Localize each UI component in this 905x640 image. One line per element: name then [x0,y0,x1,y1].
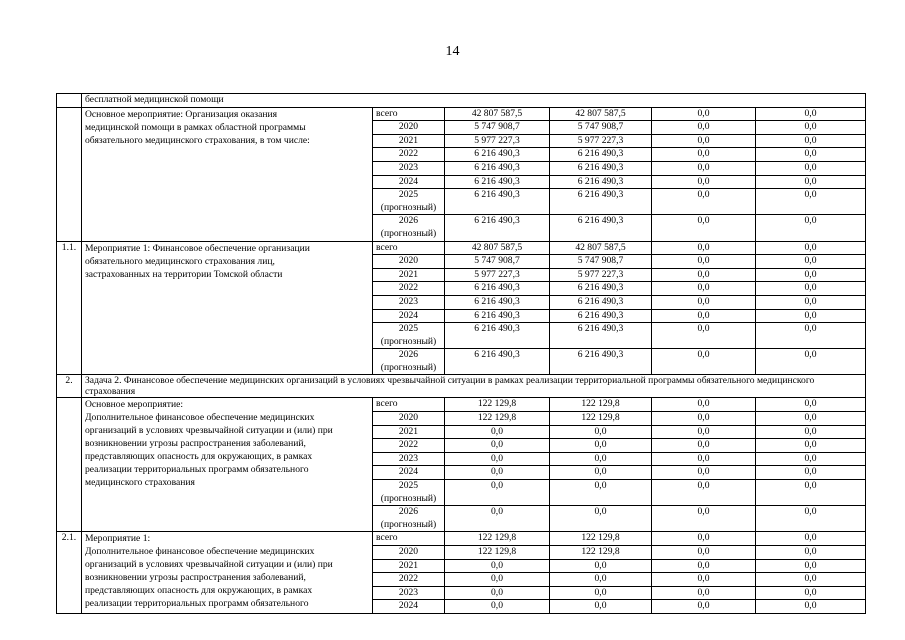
year-cell [373,309,445,323]
amount-total: 0,0 [445,506,550,532]
amount-total: 0,0 [445,466,550,480]
amount-a: 5 977 227,3 [550,268,652,282]
amount-c: 0,0 [756,532,866,546]
description-line: застрахованных на территории Томской области [85,268,283,280]
amount-b: 0,0 [652,148,756,162]
year-label: 2021 [398,134,419,146]
description-line: реализации территориальных программ обязательного [85,464,309,476]
year-label: 2022 [398,282,419,294]
amount-total: 0,0 [445,439,550,453]
year-label: 2020 [398,255,419,267]
amount-a: 122 129,8 [550,398,652,412]
amount-total: 42 807 587,5 [445,241,550,255]
amount-a: 6 216 490,3 [550,282,652,296]
amount-b: 0,0 [652,532,756,546]
amount-total: 6 216 490,3 [445,349,550,375]
year-label: 2020 [398,546,419,557]
year-cell [373,295,445,309]
amount-b: 0,0 [652,121,756,135]
table-row [57,241,866,255]
amount-b: 0,0 [652,559,756,573]
budget-table-body [57,94,866,614]
year-cell [373,189,445,215]
amount-total: 5 747 908,7 [445,255,550,269]
year-cell [373,148,445,162]
year-label: 2024 [398,309,419,321]
year-label: 2023 [398,452,419,464]
amount-b: 0,0 [652,425,756,439]
amount-a: 6 216 490,3 [550,323,652,349]
amount-c: 0,0 [756,148,866,162]
year-cell [373,586,445,600]
amount-a: 0,0 [550,559,652,573]
year-cell [373,452,445,466]
amount-total: 122 129,8 [445,398,550,412]
continuation-text: бесплатной медицинской помощи [82,94,866,108]
year-cell [373,425,445,439]
year-note: (прогнозный) [380,335,437,347]
amount-c: 0,0 [756,121,866,135]
year-cell [373,480,445,506]
amount-b: 0,0 [652,546,756,560]
amount-a: 0,0 [550,452,652,466]
description-line: представляющих опасность для окружающих, в рамках [85,585,313,597]
description-line: организаций в условиях чрезвычайной ситуации и (или) при [85,425,333,437]
amount-a: 6 216 490,3 [550,215,652,241]
amount-total: 0,0 [445,573,550,587]
amount-total: 5 977 227,3 [445,268,550,282]
amount-a: 5 977 227,3 [550,134,652,148]
amount-b: 0,0 [652,466,756,480]
year-note: (прогнозный) [380,361,437,373]
row-number: 2.1. [57,532,82,614]
amount-a: 5 747 908,7 [550,255,652,269]
year-note: (прогнозный) [380,492,437,504]
amount-b: 0,0 [652,586,756,600]
amount-a: 0,0 [550,586,652,600]
year-cell [373,175,445,189]
amount-a: 0,0 [550,425,652,439]
task-title: Задача 2. Финансовое обеспечение медицинских организаций в условиях чрезвычайной ситуации в рамках реализации территориальной программы обязательного медицинского страхования [82,375,866,398]
year-label: 2023 [398,586,419,598]
year-label: всего [376,398,398,410]
task-row [57,375,866,398]
amount-c: 0,0 [756,255,866,269]
amount-total: 0,0 [445,480,550,506]
year-label: 2026 [398,506,419,518]
amount-a: 42 807 587,5 [550,241,652,255]
description-line: Дополнительное финансовое обеспечение медицинских [85,412,315,424]
amount-c: 0,0 [756,398,866,412]
amount-c: 0,0 [756,506,866,532]
amount-b: 0,0 [652,161,756,175]
amount-a: 122 129,8 [550,532,652,546]
amount-b: 0,0 [652,134,756,148]
amount-total: 122 129,8 [445,546,550,560]
amount-total: 0,0 [445,600,550,614]
description-line: реализации территориальных программ обязательного [85,598,309,610]
amount-b: 0,0 [652,323,756,349]
amount-b: 0,0 [652,309,756,323]
amount-b: 0,0 [652,480,756,506]
amount-total: 6 216 490,3 [445,282,550,296]
budget-table [56,93,866,614]
year-cell [373,559,445,573]
amount-c: 0,0 [756,349,866,375]
amount-c: 0,0 [756,241,866,255]
row-number [57,94,82,108]
description-line: Дополнительное финансовое обеспечение медицинских [85,546,315,558]
amount-b: 0,0 [652,452,756,466]
table-row [57,532,866,546]
amount-c: 0,0 [756,323,866,349]
year-cell [373,506,445,532]
page-number: 14 [445,44,460,59]
amount-c: 0,0 [756,425,866,439]
amount-a: 6 216 490,3 [550,295,652,309]
year-label: 2026 [398,215,419,227]
row-number [57,107,82,241]
amount-c: 0,0 [756,309,866,323]
year-label: всего [376,532,398,544]
amount-total: 122 129,8 [445,412,550,426]
amount-a: 6 216 490,3 [550,175,652,189]
amount-c: 0,0 [756,175,866,189]
description-line: Мероприятие 1: [85,533,151,545]
amount-a: 6 216 490,3 [550,189,652,215]
year-cell [373,323,445,349]
year-cell [373,600,445,614]
year-label: 2026 [398,349,419,361]
year-label: 2023 [398,161,419,173]
year-cell [373,412,445,426]
amount-c: 0,0 [756,215,866,241]
year-label: 2021 [398,268,419,280]
year-cell [373,241,445,255]
amount-c: 0,0 [756,480,866,506]
year-cell [373,255,445,269]
amount-c: 0,0 [756,586,866,600]
year-cell [373,439,445,453]
amount-c: 0,0 [756,134,866,148]
year-label: всего [376,241,398,253]
amount-b: 0,0 [652,107,756,121]
amount-b: 0,0 [652,573,756,587]
description-line: медицинской помощи в рамках областной программы [85,121,306,133]
amount-c: 0,0 [756,282,866,296]
amount-a: 6 216 490,3 [550,161,652,175]
year-cell [373,134,445,148]
description-line: возникновении угрозы распространения заболеваний, [85,572,306,584]
description-line: организаций в условиях чрезвычайной ситуации и (или) при [85,559,333,571]
amount-c: 0,0 [756,466,866,480]
amount-b: 0,0 [652,255,756,269]
amount-total: 6 216 490,3 [445,323,550,349]
amount-b: 0,0 [652,295,756,309]
row-number: 1.1. [57,241,82,375]
amount-b: 0,0 [652,506,756,532]
amount-a: 6 216 490,3 [550,148,652,162]
year-cell [373,215,445,241]
description-line: представляющих опасность для окружающих, в рамках [85,451,313,463]
year-label: 2025 [398,189,419,201]
year-cell [373,349,445,375]
row-number [57,398,82,532]
year-label: 2023 [398,295,419,307]
amount-total: 5 747 908,7 [445,121,550,135]
year-note: (прогнозный) [380,518,437,530]
year-label: 2021 [398,559,419,571]
year-note: (прогнозный) [380,227,437,239]
amount-total: 0,0 [445,586,550,600]
amount-b: 0,0 [652,439,756,453]
activity-description [82,241,373,375]
year-cell [373,573,445,587]
amount-c: 0,0 [756,268,866,282]
continuation-row [57,94,866,108]
amount-b: 0,0 [652,349,756,375]
amount-b: 0,0 [652,268,756,282]
amount-total: 0,0 [445,425,550,439]
amount-b: 0,0 [652,398,756,412]
amount-total: 42 807 587,5 [445,107,550,121]
year-cell [373,546,445,560]
year-label: 2020 [398,121,419,133]
table-row [57,107,866,121]
year-cell [373,121,445,135]
amount-c: 0,0 [756,107,866,121]
amount-b: 0,0 [652,241,756,255]
amount-c: 0,0 [756,546,866,560]
amount-a: 0,0 [550,466,652,480]
amount-a: 0,0 [550,506,652,532]
year-label: 2024 [398,466,419,478]
year-label: 2025 [398,480,419,492]
amount-c: 0,0 [756,573,866,587]
year-cell [373,107,445,121]
amount-total: 6 216 490,3 [445,189,550,215]
amount-a: 0,0 [550,480,652,506]
year-label: 2021 [398,425,419,437]
amount-a: 42 807 587,5 [550,107,652,121]
year-cell [373,398,445,412]
amount-total: 6 216 490,3 [445,295,550,309]
amount-c: 0,0 [756,412,866,426]
amount-c: 0,0 [756,295,866,309]
amount-b: 0,0 [652,175,756,189]
year-label: 2024 [398,600,419,612]
description-line: Основное мероприятие: Организация оказания [85,108,278,120]
amount-b: 0,0 [652,215,756,241]
year-cell [373,268,445,282]
amount-b: 0,0 [652,600,756,614]
amount-total: 6 216 490,3 [445,215,550,241]
amount-b: 0,0 [652,282,756,296]
description-line: Мероприятие 1: Финансовое обеспечение организации [85,242,310,254]
amount-a: 5 747 908,7 [550,121,652,135]
year-label: всего [376,107,398,119]
amount-total: 6 216 490,3 [445,161,550,175]
description-line: обязательного медицинского страхования лиц, [85,255,275,267]
year-label: 2022 [398,148,419,160]
year-cell [373,282,445,296]
year-note: (прогнозный) [380,201,437,213]
activity-description [82,107,373,241]
amount-a: 0,0 [550,600,652,614]
amount-total: 6 216 490,3 [445,309,550,323]
table-row [57,398,866,412]
year-label: 2024 [398,175,419,187]
amount-b: 0,0 [652,412,756,426]
year-label: 2022 [398,439,419,451]
year-cell [373,161,445,175]
amount-total: 0,0 [445,452,550,466]
amount-b: 0,0 [652,189,756,215]
year-label: 2025 [398,323,419,335]
amount-c: 0,0 [756,189,866,215]
year-cell [373,532,445,546]
amount-c: 0,0 [756,161,866,175]
amount-c: 0,0 [756,559,866,573]
row-number: 2. [57,375,82,398]
amount-c: 0,0 [756,452,866,466]
amount-a: 122 129,8 [550,412,652,426]
activity-description [82,532,373,614]
activity-description [82,398,373,532]
description-line: медицинского страхования [85,477,195,489]
amount-a: 0,0 [550,439,652,453]
amount-c: 0,0 [756,439,866,453]
amount-c: 0,0 [756,600,866,614]
amount-a: 122 129,8 [550,546,652,560]
year-cell [373,466,445,480]
amount-total: 122 129,8 [445,532,550,546]
amount-total: 0,0 [445,559,550,573]
description-line: Основное мероприятие: [85,399,184,411]
amount-total: 5 977 227,3 [445,134,550,148]
amount-total: 6 216 490,3 [445,148,550,162]
description-line: возникновении угрозы распространения заболеваний, [85,438,306,450]
amount-a: 6 216 490,3 [550,349,652,375]
year-label: 2022 [398,573,419,585]
amount-a: 0,0 [550,573,652,587]
amount-a: 6 216 490,3 [550,309,652,323]
description-line: обязательного медицинского страхования, в том числе: [85,134,310,146]
amount-total: 6 216 490,3 [445,175,550,189]
year-label: 2020 [398,412,419,424]
